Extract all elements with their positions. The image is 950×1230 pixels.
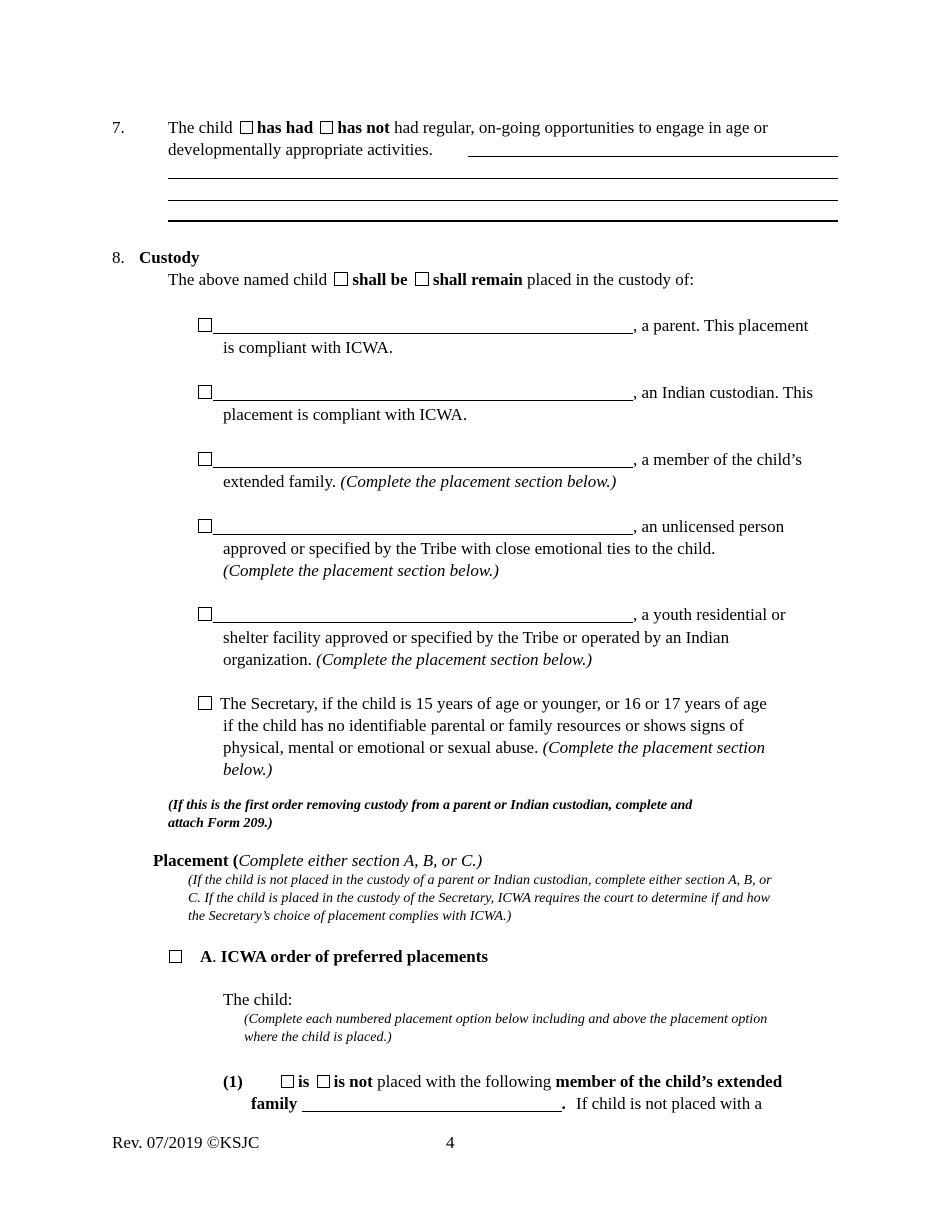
placement-heading-instruction: Complete either section A, B, or C.) (238, 851, 483, 870)
extended-family-suffix: , a member of the child’s (633, 450, 803, 469)
item-7-answer-line-2[interactable] (168, 178, 838, 179)
indian-custodian-line2: placement is compliant with ICWA. (223, 405, 468, 424)
option-1-tail: If child is not placed with a (576, 1094, 763, 1113)
secretary-line3-text: physical, mental or emotional or sexual abuse. (223, 738, 539, 757)
option-1-is-checkbox[interactable] (281, 1075, 294, 1088)
custody-intro-b: placed in the custody of: (527, 270, 695, 289)
page-number: 4 (446, 1133, 455, 1152)
custody-intro (168, 269, 694, 291)
extended-family-instruction: (Complete the placement section below.) (340, 472, 617, 491)
child-note-line1: (Complete each numbered placement option below including and above the placement option (244, 1012, 768, 1027)
placement-heading-text: Placement ( (153, 851, 239, 870)
child-note-line2: where the child is placed.) (244, 1030, 392, 1045)
section-a-letter: A (200, 947, 213, 966)
placement-heading (153, 850, 482, 872)
youth-residential-line3 (223, 649, 592, 671)
form-209-note-line1: (If this is the first order removing custody from a parent or Indian custodian, complete and (168, 798, 693, 813)
custody-option-parent (196, 315, 808, 337)
placement-option-1-line2: family . If child is not placed with a (251, 1094, 763, 1113)
option-1-text: placed with the following (377, 1072, 552, 1091)
custody-intro-a: The above named child (168, 270, 328, 289)
item-7-answer-line-1[interactable] (468, 156, 838, 157)
unlicensed-person-name-blank[interactable] (213, 518, 633, 535)
placement-option-1-number (223, 1071, 243, 1093)
item-7-number: 7. (112, 118, 125, 137)
unlicensed-person-suffix: , an unlicensed person (633, 517, 785, 536)
custody-option-secretary (196, 693, 767, 715)
indian-custodian-name-blank[interactable] (213, 384, 633, 401)
secretary-instruction: (Complete the placement section (542, 738, 765, 757)
extended-family-line2-text: extended family. (223, 472, 337, 491)
parent-checkbox[interactable] (198, 318, 212, 332)
custody-option-unlicensed-person (196, 516, 784, 538)
unlicensed-person-line3 (223, 560, 499, 582)
placement-note-line3: the Secretary’s choice of placement complies with ICWA.) (188, 909, 512, 924)
placement-note-line2: C. If the child is placed in the custody of the Secretary, ICWA requires the court to determine if and how (188, 891, 770, 906)
option-1-bold-text: member of the child’s extended (555, 1072, 783, 1091)
section-a-title: ICWA order of preferred placements (220, 947, 489, 966)
item-7-line1 (168, 117, 768, 139)
youth-residential-line2: shelter facility approved or specified by the Tribe or operated by an Indian (223, 628, 730, 647)
has-had-label: has had (256, 118, 314, 137)
extended-family-checkbox[interactable] (198, 452, 212, 466)
youth-residential-instruction: (Complete the placement section below.) (316, 650, 593, 669)
youth-residential-suffix: , a youth residential or (633, 605, 786, 624)
unlicensed-person-line2: approved or specified by the Tribe with close emotional ties to the child. (223, 539, 716, 558)
shall-be-checkbox[interactable] (334, 272, 348, 286)
parent-name-blank[interactable] (213, 317, 633, 334)
indian-custodian-suffix: , an Indian custodian. This (633, 383, 814, 402)
shall-remain-label: shall remain (432, 270, 523, 289)
section-a-checkbox[interactable] (169, 950, 182, 963)
form-209-note-line2: attach Form 209.) (168, 816, 273, 831)
parent-line2: is compliant with ICWA. (223, 338, 393, 357)
has-not-checkbox[interactable] (320, 121, 333, 134)
option-1-is-not-label: is not (333, 1072, 373, 1091)
secretary-line4 (223, 759, 272, 781)
youth-residential-checkbox[interactable] (198, 607, 212, 621)
the-child-label: The child: (223, 990, 293, 1009)
custody-heading (139, 247, 199, 269)
youth-residential-name-blank[interactable] (213, 606, 633, 623)
secretary-line3 (223, 737, 765, 759)
custody-heading-text: Custody (139, 248, 200, 267)
custody-option-youth-residential (196, 604, 786, 626)
option-1-is-label: is (298, 1072, 310, 1091)
item-8-number: 8. (112, 248, 125, 267)
has-had-checkbox[interactable] (240, 121, 253, 134)
item-7-line2: developmentally appropriate activities. (168, 140, 433, 159)
placement-option-1 (278, 1071, 782, 1093)
secretary-line1: The Secretary, if the child is 15 years of age or younger, or 16 or 17 years of age (220, 694, 767, 713)
option-1-family-blank[interactable] (302, 1095, 562, 1112)
custody-option-extended-family (196, 449, 802, 471)
extended-family-line2 (223, 471, 616, 493)
indian-custodian-checkbox[interactable] (198, 385, 212, 399)
extended-family-name-blank[interactable] (213, 451, 633, 468)
section-a-heading: A. ICWA order of preferred placements (166, 946, 488, 968)
has-not-label: has not (337, 118, 390, 137)
youth-residential-line3-text: organization. (223, 650, 312, 669)
placement-note-line1: (If the child is not placed in the custody of a parent or Indian custodian, complete either section A, B, or (188, 873, 772, 888)
option-1-family-label: family (251, 1094, 298, 1113)
secretary-instruction-end: below.) (223, 760, 273, 779)
unlicensed-person-checkbox[interactable] (198, 519, 212, 533)
unlicensed-person-instruction: (Complete the placement section below.) (223, 561, 499, 580)
shall-be-label: shall be (352, 270, 408, 289)
shall-remain-checkbox[interactable] (415, 272, 429, 286)
secretary-checkbox[interactable] (198, 696, 212, 710)
custody-option-indian-custodian (196, 382, 813, 404)
item-7-answer-line-4[interactable] (168, 220, 838, 222)
revision-footer: Rev. 07/2019 ©KSJC (112, 1133, 260, 1152)
item-7-answer-line-3[interactable] (168, 200, 838, 201)
item-7-text-b: had regular, on-going opportunities to engage in age or (394, 118, 768, 137)
secretary-line2: if the child has no identifiable parental or family resources or shows signs of (223, 716, 744, 735)
placement-option-1-num: (1) (223, 1072, 243, 1091)
parent-suffix: , a parent. This placement (633, 316, 809, 335)
item-7-text-a: The child (168, 118, 233, 137)
option-1-is-not-checkbox[interactable] (317, 1075, 330, 1088)
